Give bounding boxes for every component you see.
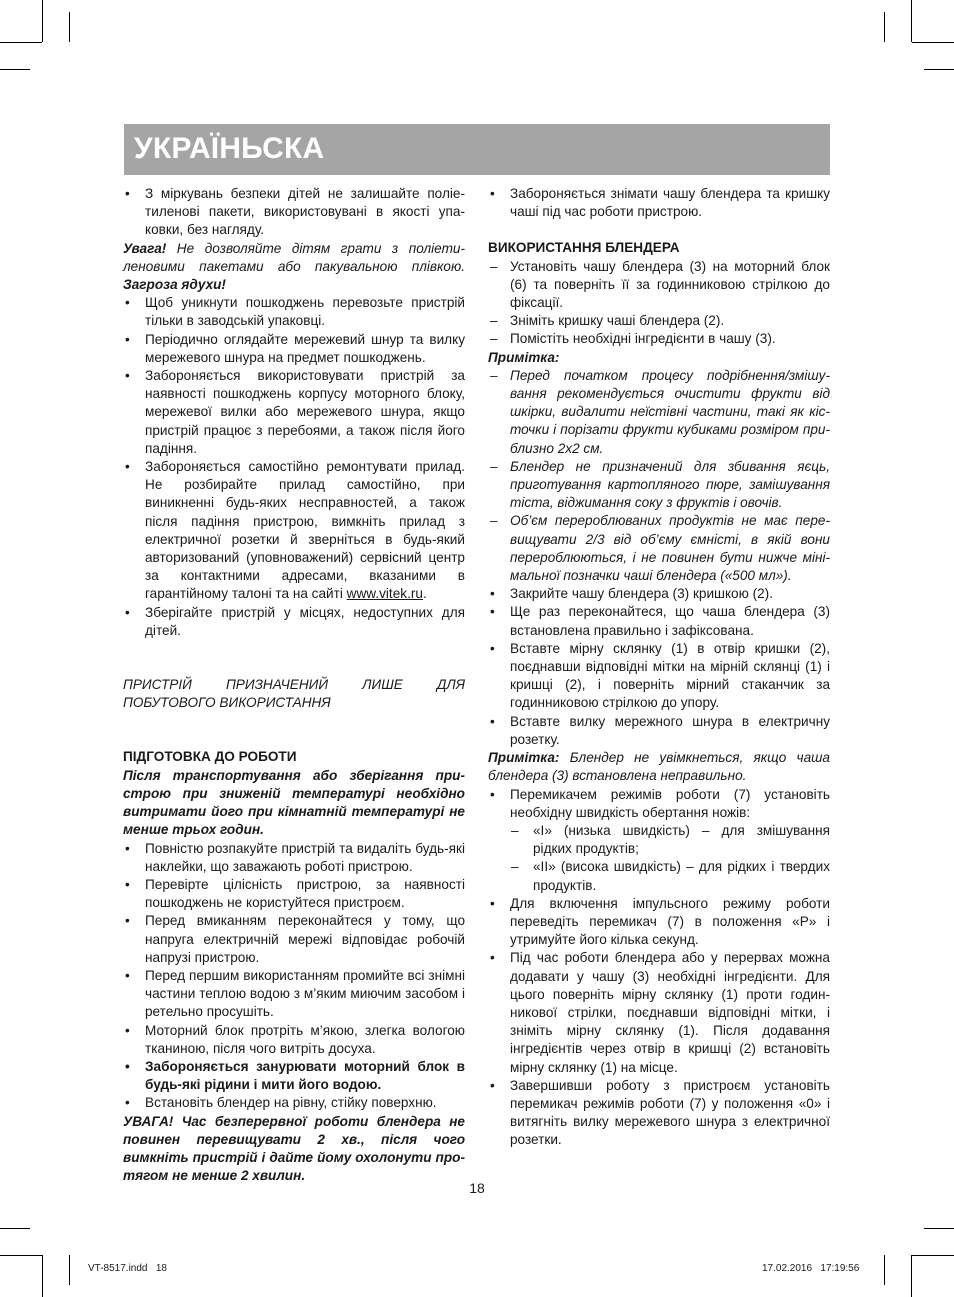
crop-mark [884,1255,885,1285]
prep-bullet-surface: • Встановіть блендер на рівну, стійку поверхню. [123,1094,465,1112]
usage-bullet-add-ingredients: • Під час роботи блендера або у перервах можна додавати у чашу (3) необхідні інгредієнти. Для цього поверніть мірну склянку (1) проти годинникової стрілки, поєднавши відповідні мітки, і зніміть мірну склянку (1). Після додавання інгредієнтів через отвір в кришці (2) встановіть мірну склянку (1) на місце. [488,949,830,1076]
footer-file-name: VT-8517.indd 18 [88,1263,167,1274]
crop-mark [924,69,954,70]
usage-bullet-pulse-mode: • Для включення імпульсного режиму роботи переведіть перемикач (7) в положення «P» і утримуйте його кілька секунд. [488,895,830,950]
speed-high: – «II» (висока швидкість) – для рідких і твердих продуктів. [488,858,830,894]
prep-bullet-integrity: • Перевірте цілісність пристрою, за наявності пошкоджень не користуйтеся пристроєм. [123,876,465,912]
speed-low: – «I» (низька швидкість) – для змішування рідких продуктів; [488,822,830,858]
safety-bullet-packaging: • З міркувань безпеки дітей не залишайте поліетиленові пакети, використовувані в якості упаковки, без нагляду. [123,185,465,240]
repair-text-end: . [422,586,427,602]
language-header-band [124,124,830,175]
prep-bullet-voltage: • Перед вмиканням переконайтеся у тому, що напруга електричній мережі відповідає робочій напрузі пристрою. [123,912,465,967]
crop-mark [69,1255,70,1285]
crop-mark [69,12,70,42]
crop-mark [42,0,43,42]
note-label: Примітка: [488,349,560,365]
usage-bullet-plug-in: • Вставте вилку мережного шнура в електричну розетку. [488,713,830,749]
note-fruit-prep: – Перед початком процесу подрібнення/змішування рекомендується очистити фрукти від шкірки, видалити неїстівні частини, такі як кісточки і порізати фрукти кубиками розміром приблизно 2х2 см. [488,367,830,458]
household-use-notice: ПРИСТРІЙ ПРИЗНАЧЕНИЙ ЛИШЕ ДЛЯ ПОБУТОВОГО ВИКОРИСТАННЯ [123,677,465,711]
crop-mark [912,1255,954,1256]
usage-bullet-check-bowl: • Ще раз переконайтеся, що чаша блендера (3) встановлена правильно і зафіксована. [488,603,830,639]
repair-text: Забороняється самостійно ремонтувати прилад. Не розбирайте прилад самостійно, при виникненні будь-яких несправностей, а також після падіння пристрою, вимкніть прилад з електричної розетки й зверніться в будь-який авторизований (уповноважений) сервісний центр за контактними адресами, вказаними в гарантійному талоні та на сайті [145,459,465,602]
usage-step-install-bowl: – Установіть чашу блендера (3) на моторний блок (6) та поверніть її за годинниковою стрілкою до фіксації. [488,258,830,313]
prep-bullet-motor-wipe: • Моторний блок протріть м’якою, злегка вологою тканиною, після чого витріть досуха. [123,1022,465,1058]
crop-mark [911,0,912,42]
safety-bullet-damage: • Забороняється використовувати пристрій за наявності пошкоджень корпусу моторного блоку, мережевої вилки або мережевого шнура, якщо пристрій працює з перебоями, а також після його падіння. [123,367,465,458]
crop-mark [924,1228,954,1229]
safety-bullet-cord-check: • Періодично оглядайте мережевий шнур та вилку мережевого шнура на предмет пошкоджень. [123,331,465,367]
usage-step-ingredients: – Помістіть необхідні інгредієнти в чашу (3). [488,330,830,348]
page-number: 18 [469,1180,485,1196]
note2-text: Блендер не увімкнеться, якщо чаша блендера (3) встановлена неправильно. [488,750,830,784]
note-volume: – Об’єм перероблюваних продуктів не має перевищувати 2/3 від об’єму ємністі, в якій вони перероблюються, і не повинен бути нижче мінімальної позначки чаші блендера («500 мл»). [488,512,830,585]
usage-bullet-finish: • Завершивши роботу з пристроєм установіть перемикач режимів роботи (7) у положення «0» і витягніть вилку мережевого шнура з електричної розетки. [488,1077,830,1150]
note-bowl-incorrect [488,749,830,785]
final-warning: УВАГА! Час безперервної роботи блендера не повинен перевищувати 2 хв., після чого вимкніть пристрій і дайте йому охолонути протягом не менше 2 хвилин. [123,1113,465,1184]
prep-bullet-unpack: • Повністю розпакуйте пристрій та видаліть будь-які наклейки, що заважають роботі пристрою. [123,840,465,876]
safety-bullet-storage: • Зберігайте пристрій у місцях, недоступних для дітей. [123,604,465,640]
safety-bullet-no-remove-bowl: • Забороняється знімати чашу блендера та кришку чаші під час роботи пристрою. [488,185,830,221]
warning-label: Увага! [123,240,167,256]
vitek-website-link[interactable]: www.vitek.ru [346,586,423,602]
preparation-note: Після транспортування або зберігання пристрою при зниженій температурі необхідно витримати його при кімнатній температурі не менше трьох годин. [123,767,465,838]
note-not-intended: – Блендер не призначений для збивання яєць, приготування картопляного пюре, замішування тіста, віджимання соку з фруктів і овочів. [488,458,830,513]
section-heading-usage: ВИКОРИСТАННЯ БЛЕНДЕРА [488,240,680,256]
crop-mark [884,12,885,42]
crop-mark [0,42,42,43]
language-title: УКРАЇНЬСКА [134,132,325,165]
note2-label: Примітка: [488,750,560,766]
usage-bullet-measuring-cup: • Вставте мірну склянку (1) в отвір кришки (2), поєднавши відповідні мітки на мірній склянці (1) і кришці (2), і поверніть мірний стаканчик за годинниковою стрілкою до упору. [488,640,830,713]
usage-bullet-speed-switch: • Перемикачем режимів роботи (7) установіть необхідну швидкість обертання ножів: [488,786,830,822]
right-column [488,185,830,1150]
warning-strong: Загроза ядухи! [123,277,226,293]
prep-bullet-wash: • Перед першим використанням промийте всі знімні частини теплою водою з м’яким миючим засобом і ретельно просушіть. [123,967,465,1022]
prep-bullet-no-immerse: • Забороняється занурювати моторний блок в будь-які рідини і мити його водою. [123,1058,465,1094]
crop-mark [0,69,30,70]
safety-bullet-transport: • Щоб уникнути пошкоджень перевозьте пристрій тільки в заводській упаковці. [123,294,465,330]
crop-mark [0,1228,30,1229]
usage-bullet-close-lid: • Закрийте чашу блендера (3) кришкою (2). [488,585,830,603]
left-column [123,185,465,1185]
warning-suffocation [123,240,465,295]
crop-mark [0,1255,42,1256]
usage-step-remove-lid: – Зніміть кришку чаші блендера (2). [488,312,830,330]
crop-mark [42,1255,43,1297]
section-heading-preparation: ПІДГОТОВКА ДО РОБОТИ [123,749,297,765]
safety-bullet-repair [123,458,465,604]
footer-date-time: 17.02.2016 17:19:56 [762,1263,860,1274]
warning-text: Не дозволяйте дітям грати з поліетиленовими пакетами або пакувальною плівкою. [123,240,465,274]
crop-mark [912,42,954,43]
crop-mark [911,1255,912,1297]
